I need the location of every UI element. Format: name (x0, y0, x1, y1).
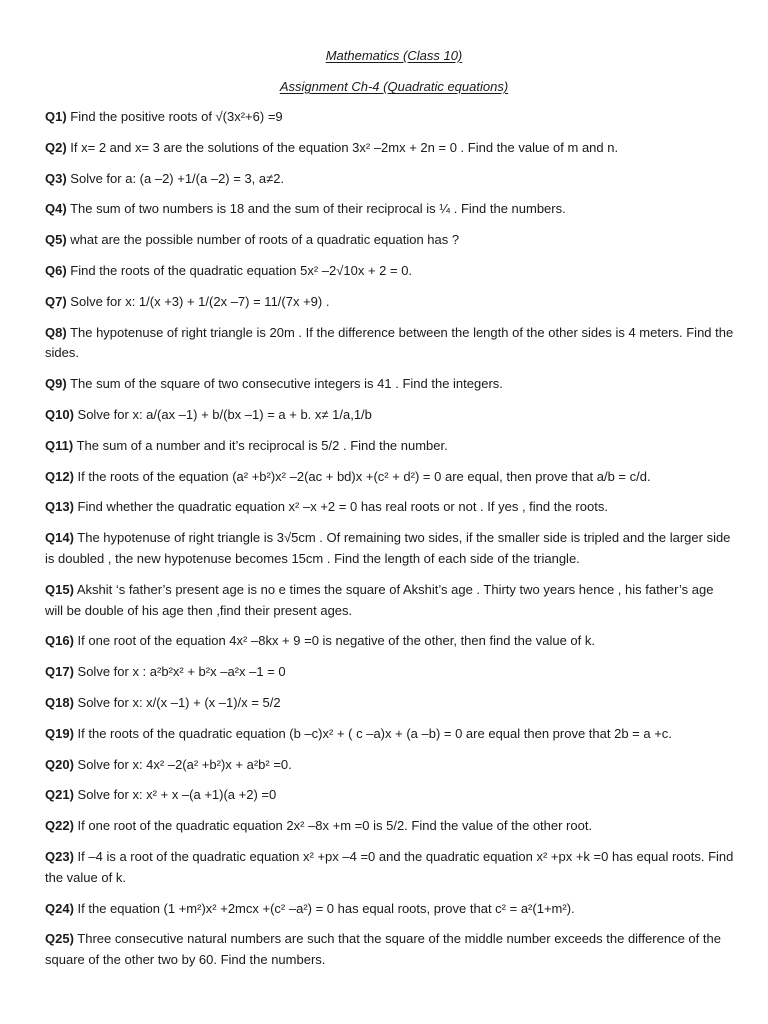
question-item (45, 436, 735, 457)
question-item (45, 631, 735, 652)
question-number: Q8) (45, 324, 67, 340)
question-number: Q15) (45, 581, 74, 597)
question-text: The sum of the square of two consecutive integers is 41 . Find the integers. (70, 376, 503, 392)
question-number: Q10) (45, 406, 74, 422)
question-number: Q4) (45, 201, 67, 217)
question-item (45, 755, 735, 776)
question-number: Q12) (45, 468, 74, 484)
question-text: The hypotenuse of right triangle is 20m . If the difference between the length of the other sides is 4 meters. Find the sides. (45, 324, 734, 361)
question-list (45, 107, 735, 981)
question-number: Q24) (45, 900, 74, 916)
question-item (45, 467, 735, 488)
question-number: Q14) (45, 530, 74, 546)
question-item (45, 169, 735, 190)
question-text: The hypotenuse of right triangle is 3√5cm . Of remaining two sides, if the smaller side is tripled and the larger side is doubled , the new hypotenuse becomes 15cm . Find the length of each side of the triangle. (45, 530, 731, 566)
question-number: Q22) (45, 818, 74, 834)
question-number: Q25) (45, 931, 74, 947)
question-item (45, 662, 735, 683)
question-text: If –4 is a root of the quadratic equation x² +px –4 =0 and the quadratic equation x² +px +k =0 has equal roots. Find the value of k. (45, 848, 734, 885)
question-text: Akshit ‘s father’s present age is no e times the square of Akshit’s age . Thirty two years hence , his father’s age will be double of his age then ,find their present ages. (45, 581, 714, 618)
question-item (45, 405, 735, 426)
question-text: If one root of the quadratic equation 2x² –8x +m =0 is 5/2. Find the value of the other root. (77, 818, 593, 834)
question-item (45, 497, 735, 518)
question-item (45, 261, 735, 282)
question-number: Q20) (45, 756, 74, 772)
question-text: Solve for x: a/(ax –1) + b/(bx –1) = a + b. x≠ 1/a,1/b (77, 406, 372, 422)
question-item (45, 785, 735, 806)
question-text: If the roots of the quadratic equation (b –c)x² + ( c –a)x + (a –b) = 0 are equal then prove that 2b = a +c. (77, 725, 672, 741)
question-text: Solve for a: (a –2) +1/(a –2) = 3, a≠2. (70, 170, 285, 186)
question-item (45, 816, 735, 837)
question-number: Q18) (45, 694, 74, 710)
question-text: Find whether the quadratic equation x² –x +2 = 0 has real roots or not . If yes , find the roots. (77, 499, 608, 515)
question-item (45, 230, 735, 251)
question-number: Q6) (45, 262, 67, 278)
question-text: Solve for x: 1/(x +3) + 1/(2x –7) = 11/(7x +9) . (70, 293, 330, 309)
question-number: Q3) (45, 170, 67, 186)
question-text: The sum of a number and it’s reciprocal is 5/2 . Find the number. (76, 437, 448, 453)
question-item (45, 580, 735, 622)
question-number: Q1) (45, 109, 67, 124)
question-text: Three consecutive natural numbers are such that the square of the middle number exceeds the difference of the square of the other two by 60. Find the numbers. (45, 931, 721, 968)
question-number: Q5) (45, 232, 67, 248)
question-text: Solve for x : a²b²x² + b²x –a²x –1 = 0 (77, 664, 286, 680)
question-item (45, 528, 735, 570)
question-item (45, 929, 735, 971)
question-number: Q11) (45, 437, 74, 453)
assignment-subtitle: Assignment Ch-4 (Quadratic equations) (279, 79, 509, 94)
question-text: Solve for x: x/(x –1) + (x –1)/x = 5/2 (77, 694, 281, 710)
question-text: Solve for x: 4x² –2(a² +b²)x + a²b² =0. (77, 756, 292, 772)
question-item (45, 138, 735, 159)
question-number: Q19) (45, 725, 74, 741)
document-title: Mathematics (Class 10) (325, 48, 463, 63)
question-number: Q13) (45, 499, 74, 515)
question-item (45, 724, 735, 745)
question-text: Solve for x: x² + x –(a +1)(a +2) =0 (77, 787, 277, 803)
question-number: Q23) (45, 848, 74, 864)
question-text: If one root of the equation 4x² –8kx + 9 =0 is negative of the other, then find the value of k. (77, 633, 595, 649)
question-text: Find the positive roots of √(3x²+6) =9 (70, 109, 283, 124)
question-number: Q17) (45, 664, 74, 680)
question-number: Q7) (45, 293, 67, 309)
question-number: Q9) (45, 376, 67, 392)
question-text: what are the possible number of roots of a quadratic equation has ? (70, 232, 460, 248)
question-item (45, 899, 735, 920)
question-text: If the roots of the equation (a² +b²)x² –2(ac + bd)x +(c² + d²) = 0 are equal, then prove that a/b = c/d. (77, 468, 651, 484)
question-item (45, 199, 735, 220)
question-item (45, 107, 735, 128)
question-text: If x= 2 and x= 3 are the solutions of the equation 3x² –2mx + 2n = 0 . Find the value of m and n. (70, 139, 619, 155)
question-item (45, 693, 735, 714)
question-item (45, 374, 735, 395)
question-number: Q21) (45, 787, 74, 803)
question-number: Q16) (45, 633, 74, 649)
question-item (45, 323, 735, 365)
question-text: If the equation (1 +m²)x² +2mcx +(c² –a²) = 0 has equal roots, prove that c² = a²(1+m²). (77, 900, 575, 916)
question-item (45, 847, 735, 889)
question-text: Find the roots of the quadratic equation 5x² –2√10x + 2 = 0. (70, 262, 413, 278)
question-number: Q2) (45, 139, 67, 155)
question-item (45, 292, 735, 313)
question-text: The sum of two numbers is 18 and the sum of their reciprocal is ¼ . Find the numbers. (70, 201, 566, 217)
